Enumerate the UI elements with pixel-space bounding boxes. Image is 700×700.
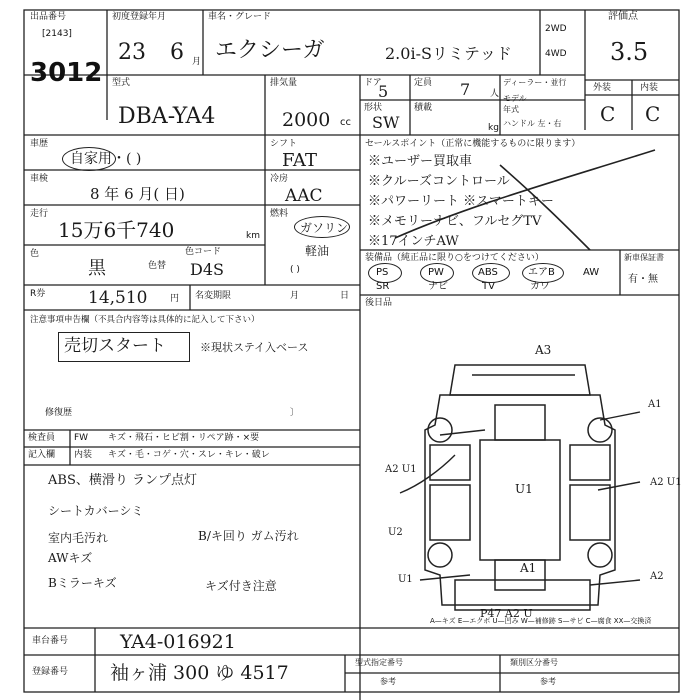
mileage-value: 15万6千740: [58, 218, 175, 242]
equip-aw: AW: [583, 267, 600, 278]
fuel-label: 燃料: [270, 209, 289, 219]
score-value: 3.5: [610, 38, 649, 66]
notes-extra: ※現状ステイ入ベース: [200, 341, 309, 354]
fuel-paren: ( ): [290, 265, 300, 275]
mark-bottom: P47 A2 U: [480, 607, 533, 620]
ac-value: AAC: [285, 186, 323, 206]
lot-label: 出品番号: [30, 12, 67, 22]
engine-value: 2000: [282, 109, 331, 131]
doors-value: 5: [378, 82, 389, 101]
remark-5: Bミラーキズ: [48, 576, 117, 590]
reg-month-unit: 月: [192, 57, 202, 67]
name-change-label: 名変期限: [195, 291, 232, 301]
equip-abs: ABS: [478, 267, 498, 278]
inspection-label: 車検: [30, 174, 49, 184]
int-grade: C: [645, 102, 661, 126]
fuel-circle: [294, 216, 350, 238]
sales-point-5: ※17インチAW: [368, 234, 459, 249]
history-circle: [62, 147, 116, 171]
mark-a1-rear: A1: [520, 561, 537, 575]
engine-label: 排気量: [270, 78, 298, 88]
mileage-label: 走行: [30, 209, 49, 219]
handle-label: ハンドル 左・右: [503, 119, 562, 128]
lot-number: 3012: [30, 58, 103, 88]
recycle-label: R券: [30, 289, 46, 299]
footer-b: 参考: [380, 677, 396, 686]
history-value: 自家用・( ): [70, 151, 142, 167]
plate-label: 登録番号: [32, 667, 69, 677]
sales-point-4: ※メモリーナビ、フルセグTV: [368, 214, 542, 229]
remark-1: ABS、横滑り ランプ点灯: [48, 473, 197, 488]
car-label: 車名・グレード: [208, 12, 272, 22]
reg-month: 6: [170, 40, 184, 65]
doors-label: ドア: [364, 78, 382, 88]
recorder-items: キズ・毛・コゲ・穴・スレ・キレ・破レ: [108, 450, 270, 460]
sales-point-2: ※クルーズコントロール: [368, 174, 510, 189]
equip-airbag: エアB: [528, 267, 555, 278]
sales-points-label: セールスポイント（正常に機能するものに限ります）: [365, 139, 581, 149]
mileage-unit: km: [246, 231, 260, 241]
color-code: D4S: [190, 260, 224, 279]
color-code-label: 色コード: [185, 247, 222, 257]
chassis-label: 車台番号: [32, 636, 69, 646]
equipment-label: 装備品（純正品に限り○をつけてください）: [365, 253, 544, 263]
recorder-label: 記入欄: [28, 450, 56, 460]
model-label: 型式: [112, 78, 131, 88]
ext-grade: C: [600, 102, 616, 126]
mark-a2-right: A2 U1: [650, 477, 682, 488]
equip-ps: PS: [376, 267, 389, 278]
shift-value: FAT: [282, 150, 317, 171]
checker-items: キズ・飛石・ヒビ割・リペア跡・×要: [108, 433, 260, 443]
footer-a: 型式指定番号: [355, 658, 403, 667]
shift-label: シフト: [270, 139, 298, 149]
recycle-unit: 円: [170, 294, 180, 304]
engine-unit: cc: [340, 117, 351, 128]
sales-point-3: ※パワーリート ※スマートキー: [368, 194, 554, 209]
equip-leather: カワ: [530, 281, 550, 292]
mark-a3: A3: [535, 343, 552, 357]
circle-pw: [420, 263, 454, 283]
shape-label: 形状: [364, 103, 383, 113]
drive-2wd: 2WD: [545, 24, 567, 34]
warranty-label: 新車保証書: [624, 253, 664, 262]
mark-a2-rear: A2: [650, 571, 664, 582]
color-change-label: 色替: [148, 261, 167, 271]
reg-label: 初度登録年月: [112, 12, 167, 22]
remark-mid-1: B/キ回り ガム汚れ: [198, 529, 299, 543]
reg-year: 23: [118, 40, 146, 65]
mark-u1-left: U1: [398, 574, 413, 585]
repair-close: 〕: [290, 408, 300, 418]
dealer-label: ディーラー・並行: [503, 78, 567, 87]
lot-sub: [2143]: [42, 29, 72, 39]
mark-a1: A1: [648, 399, 662, 410]
mark-a2u1: A2 U1: [385, 464, 417, 475]
car-grade: 2.0i-Sリミテッド: [385, 44, 512, 63]
mark-u2: U2: [388, 527, 403, 538]
inspection-value: 8 年 6 月( 日): [90, 185, 185, 203]
load-label: 積載: [414, 103, 433, 113]
footer-d: 参考: [540, 677, 556, 686]
load-unit: kg: [488, 123, 499, 133]
circle-airbag: [522, 263, 564, 283]
checker-label: 検査員: [28, 433, 56, 443]
color-value: 黒: [88, 258, 106, 279]
model-year-label: モデル: [503, 94, 527, 103]
checker-fw: FW: [74, 433, 89, 443]
warranty-value: 有・無: [628, 274, 658, 285]
equip-pw: PW: [428, 267, 444, 278]
footer-c: 類別区分番号: [510, 658, 558, 667]
year-label: 年式: [503, 105, 519, 114]
remark-mid-2: キズ付き注意: [205, 579, 277, 593]
color-label: 色: [30, 249, 40, 259]
mark-u1-center: U1: [515, 482, 533, 496]
fuel-gas: ガソリン: [300, 221, 349, 235]
capacity-unit: 人: [490, 89, 500, 99]
equip-sr: SR: [376, 281, 390, 292]
car-name: エクシーガ: [215, 38, 325, 63]
recycle-value: 14,510: [88, 288, 148, 308]
capacity-label: 定員: [414, 78, 433, 88]
ext-label: 外装: [593, 83, 612, 93]
score-label: 評価点: [608, 11, 638, 22]
circle-abs: [472, 263, 510, 283]
remark-3: 室内毛汚れ: [48, 531, 109, 545]
recorder-interior: 内装: [74, 450, 93, 460]
name-change-day: 日: [340, 291, 350, 301]
damage-legend: A—キズ E—エクボ U—凹み W—補修跡 S—サビ C—腐食 XX—交換済: [430, 617, 652, 625]
ac-label: 冷房: [270, 174, 289, 184]
repair-label: 修復歴: [45, 408, 73, 418]
fuel-diesel: 軽油: [305, 244, 330, 258]
drive-4wd: 4WD: [545, 49, 567, 59]
model-value: DBA-YA4: [118, 104, 216, 129]
later-label: 後日品: [365, 298, 393, 308]
circle-ps: [368, 263, 402, 283]
capacity-value: 7: [460, 80, 471, 99]
history-label: 車歴: [30, 139, 49, 149]
plate-value: 袖ヶ浦 300 ゆ 4517: [110, 662, 289, 684]
notes-value: 売切スタート: [64, 336, 166, 356]
sales-point-1: ※ユーザー買取車: [368, 154, 473, 169]
int-label: 内装: [640, 83, 659, 93]
equip-navi: ナビ: [428, 281, 448, 292]
equip-tv: TV: [482, 281, 495, 292]
chassis-value: YA4-016921: [120, 631, 236, 653]
shape-value: SW: [372, 113, 400, 132]
name-change-month: 月: [290, 291, 300, 301]
notes-label: 注意事項申告欄（不具合内容等は具体的に記入して下さい）: [30, 315, 260, 325]
remark-4: AWキズ: [48, 551, 93, 565]
remark-2: シートカバーシミ: [48, 504, 144, 518]
